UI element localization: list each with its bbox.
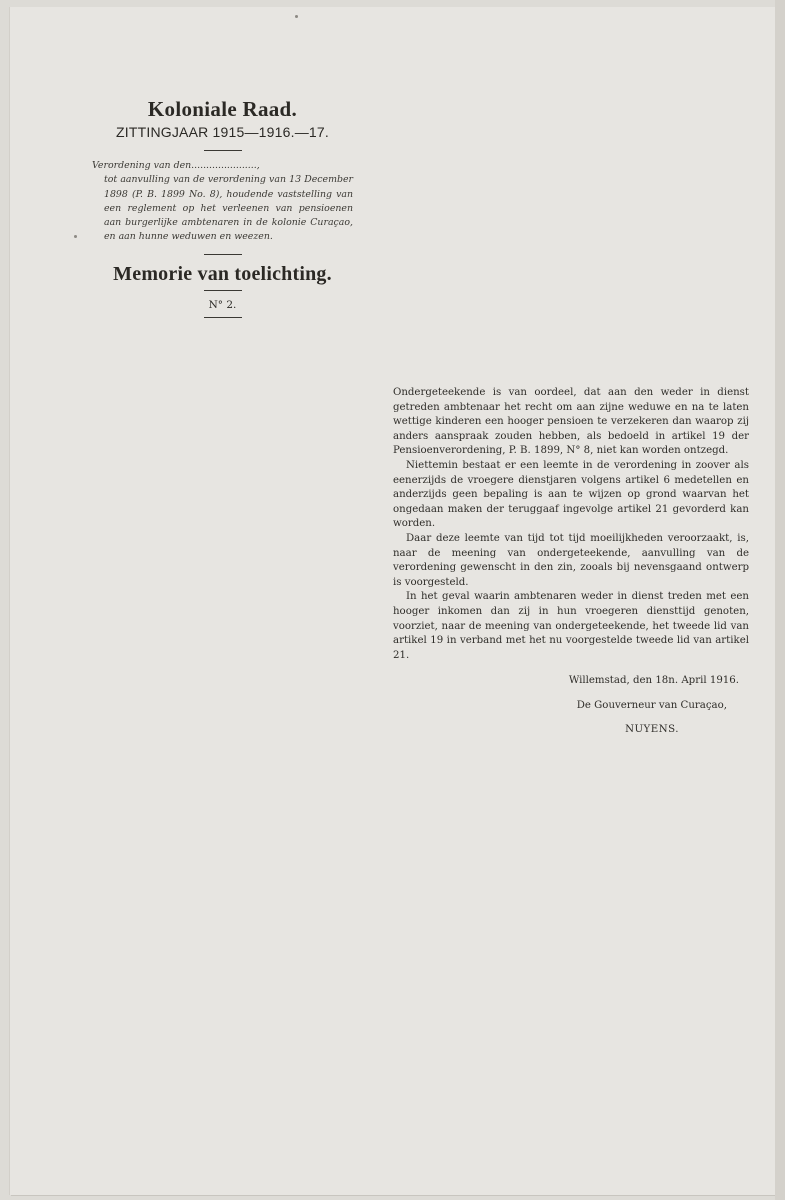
paper-speck [295, 15, 298, 18]
signature-name: NUYENS. [625, 724, 679, 736]
divider-rule [204, 290, 242, 291]
council-title: Koloniale Raad. [147, 97, 298, 121]
divider-rule [204, 317, 242, 318]
divider-rule [204, 150, 242, 151]
memorie-title: Memorie van toelichting. [113, 262, 332, 285]
paper-speck [74, 235, 77, 238]
body-paragraph: Niettemin bestaat er een leemte in de verordening in zoover als eenerzijds de vroegere dienstjaren volgens artikel 6 medetellen en anderzijds geen bepaling is aan te wijzen op grond waarvan het ongedaan maken der teruggaaf ingevolge artikel 21 gevorderd kan worden. [393, 459, 749, 530]
memorie-number: N° 2. [208, 298, 237, 311]
document-page [10, 7, 775, 1195]
body-paragraph: In het geval waarin ambtenaren weder in dienst treden met een hooger inkomen dan zij in hun vroegeren diensttijd genoten, voorziet, naar de meening van ondergeteekende, het tweede lid van artikel 19 in verband met het nu voorgestelde tweede lid van artikel 21. [393, 591, 749, 661]
explanation-body [393, 386, 749, 737]
ordinance-text: tot aanvulling van de verordening van 13 December 1898 (P. B. 1899 No. 8), houdende vaststelling van een reglement op het verleenen van pensioenen aan burgerlijke ambtenaren in de kolonie Curaçao, en aan hunne weduwen en weezen. [104, 174, 353, 243]
divider-rule [204, 254, 242, 255]
header-block [90, 87, 355, 318]
scan-margin [775, 0, 785, 1200]
signature-governor: De Gouverneur van Curaçao, [576, 700, 727, 712]
ordinance-description [90, 159, 355, 245]
body-paragraph: Daar deze leemte van tijd tot tijd moeilijkheden veroorzaakt, is, naar de meening van ondergeteekende, aanvulling van de verordening gewenscht in den zin, zooals bij nevensgaand ontwerp is voorgesteld. [393, 532, 749, 588]
ordinance-first-line: Verordening van den......................, [92, 160, 260, 171]
session-year: ZITTINGJAAR 1915—1916.—17. [116, 124, 329, 140]
signature-place-date: Willemstad, den 18n. April 1916. [568, 675, 739, 687]
body-paragraph: Ondergeteekende is van oordeel, dat aan den weder in dienst getreden ambtenaar het recht om aan zijne weduwe en na te laten wettige kinderen een hooger pensioen te verzekeren dan waarop zij anders aanspraak zouden hebben, als bedoeld in artikel 19 der Pensioenverordening, P. B. 1899, N° 8, niet kan worden ontzegd. [393, 387, 749, 457]
